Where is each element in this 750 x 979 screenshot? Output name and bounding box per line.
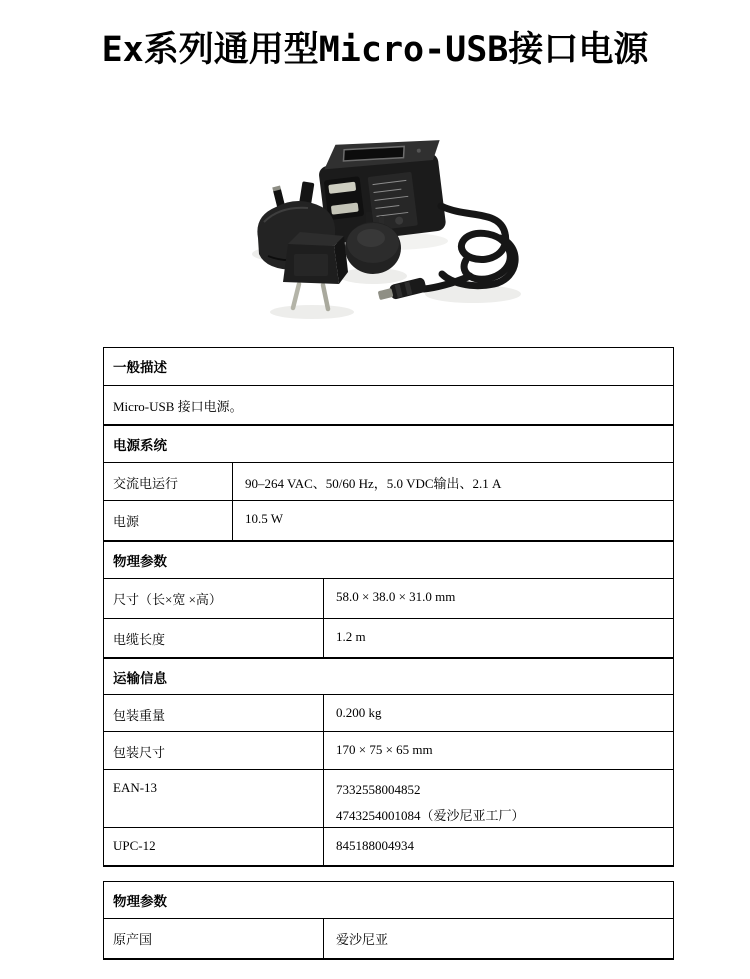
spec-label: 包装尺寸	[104, 732, 324, 769]
page-title: Ex系列通用型Micro-USB接口电源	[101, 30, 649, 70]
section-title: 一般描述	[113, 360, 167, 375]
spec-label: 包装重量	[104, 695, 324, 731]
section-title: 电源系统	[113, 438, 167, 453]
table-row-description	[104, 385, 673, 424]
power-adapter-photo	[238, 126, 528, 321]
table-row-ean13	[104, 769, 673, 827]
spec-value: 1.2 m	[336, 629, 366, 644]
section-header-power-system	[104, 424, 673, 462]
table-row-country-of-origin	[104, 918, 673, 958]
spec-label: 电缆长度	[104, 619, 324, 657]
table-row-package-weight	[104, 694, 673, 731]
ean13-line2: 4743254001084（爱沙尼亚工厂）	[336, 808, 525, 823]
section-title: 运输信息	[113, 671, 167, 686]
table-row-power	[104, 500, 673, 540]
spec-label: UPC-12	[104, 828, 324, 865]
section-header-general	[104, 348, 673, 385]
spec-value: 170 × 75 × 65 mm	[336, 742, 433, 757]
origin-table	[103, 881, 674, 960]
table-row-cable-length	[104, 618, 673, 657]
eu-plug	[283, 232, 348, 309]
section-title: 物理参数	[113, 554, 167, 569]
spec-value	[324, 770, 673, 827]
table-row-upc12	[104, 827, 673, 865]
spec-table	[103, 347, 674, 867]
section-title: 物理参数	[113, 894, 167, 909]
description-text: Micro-USB 接口电源。	[113, 399, 243, 414]
table-row-ac-operation	[104, 462, 673, 500]
spec-value: 845188004934	[336, 838, 414, 853]
spec-value: 58.0 × 38.0 × 31.0 mm	[336, 589, 456, 604]
section-header-shipping	[104, 657, 673, 694]
table-row-dimensions	[104, 578, 673, 618]
section-header-physical-2	[104, 882, 673, 918]
spec-label: EAN-13	[104, 770, 324, 827]
ean13-line1: 7332558004852	[336, 782, 421, 797]
spec-value: 0.200 kg	[336, 705, 382, 720]
product-photo	[238, 126, 528, 321]
spec-value: 90–264 VAC、50/60 Hz，5.0 VDC输出、2.1 A	[245, 476, 502, 491]
spec-value: 10.5 W	[245, 511, 284, 526]
spec-label: 交流电运行	[104, 463, 233, 500]
spec-label: 原产国	[104, 919, 324, 958]
section-header-physical	[104, 540, 673, 578]
spec-label: 电源	[104, 501, 233, 540]
table-row-package-size	[104, 731, 673, 769]
spec-label: 尺寸（长×宽 ×高）	[104, 579, 324, 618]
spec-value: 爱沙尼亚	[336, 932, 389, 947]
